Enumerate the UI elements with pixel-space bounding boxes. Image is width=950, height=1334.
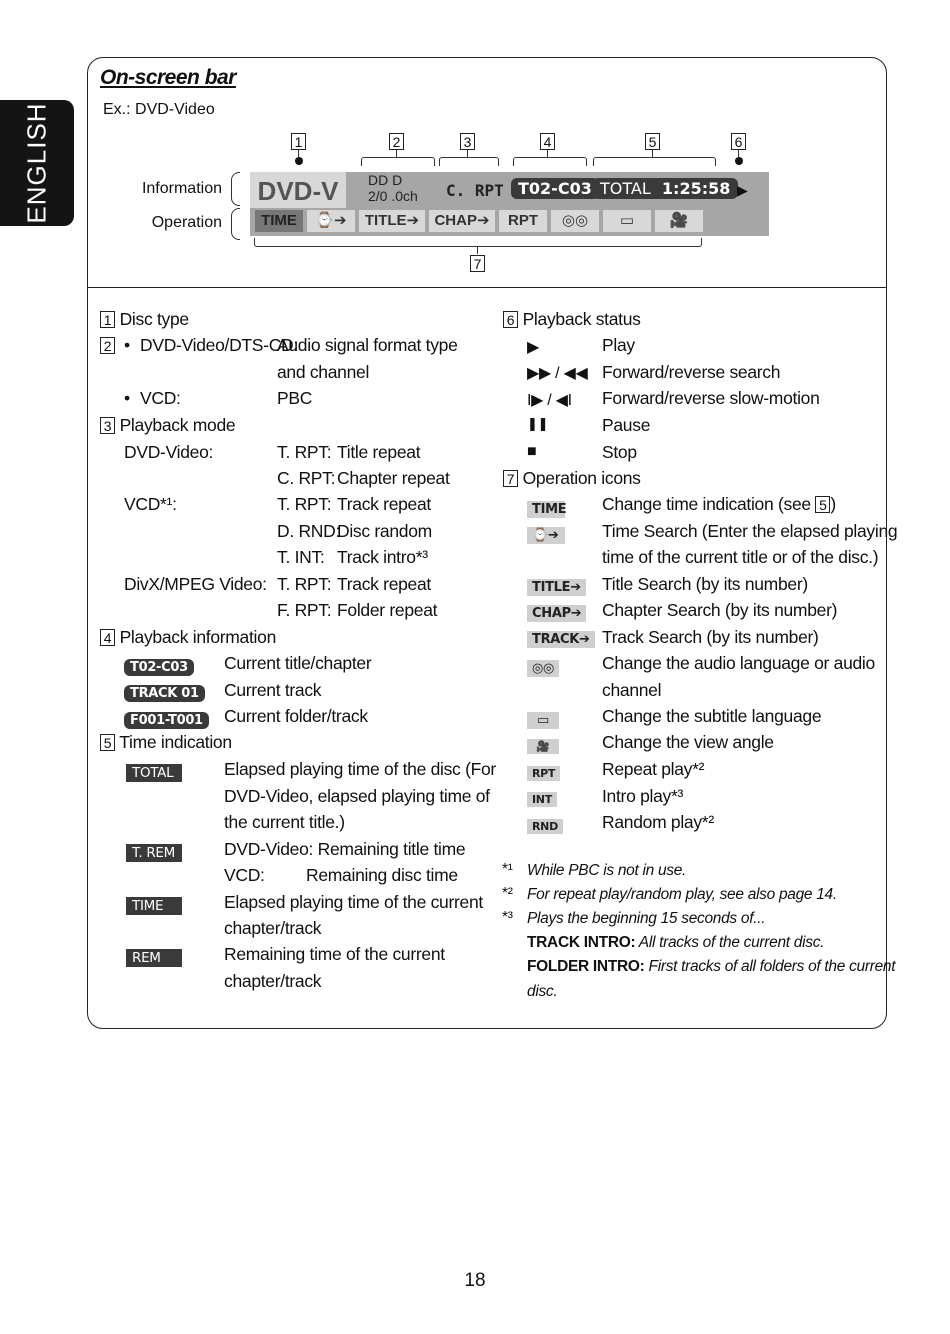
playback-info-heading [100,627,276,648]
op-desc: Change the subtitle language [602,706,822,726]
track-intro-note: TRACK INTRO: All tracks of the current disc. [527,934,825,951]
title-search-button[interactable]: TITLE➔ [359,210,425,232]
playback-status-label: Playback status [522,309,641,329]
callout-3: 3 [460,133,475,150]
time-button[interactable]: TIME [255,210,303,232]
num-7: 7 [503,470,518,487]
vcd-label: VCD: [140,388,181,408]
track-search-badge: TRACK➔ [527,627,595,648]
time-badge: TIME [126,894,182,915]
mode-code: T. INT: [277,547,325,567]
vcd-desc: PBC [277,388,313,408]
callout-dot-1 [295,157,303,165]
info-badge: F001-T001 [124,708,209,729]
operation-label: Operation [151,214,222,231]
audio-format-display [368,172,418,204]
status-desc: Pause [602,415,651,435]
trem-vcd-desc: Remaining disc time [306,865,458,885]
intro-badge: INT [527,787,557,808]
time-op-desc: Change time indication (see 5 ) [602,494,836,514]
playback-status-heading [503,309,641,330]
mode-media: DVD-Video: [124,442,214,462]
note-mark: *¹ [502,861,513,878]
info-badge: TRACK 01 [124,681,205,702]
playback-info-label: Playback information [119,627,277,647]
status-desc: Play [602,335,635,355]
callout-line-6 [738,150,739,158]
callout-dot-6 [735,157,743,165]
information-brace [231,172,240,206]
angle-button[interactable]: 🎥 [655,210,703,232]
page-number: 18 [464,1270,486,1291]
op-desc: Intro play*³ [602,786,684,806]
bracket-5 [593,157,716,166]
play-status-icon: ▶ [737,182,748,198]
disc-type-display: DVD-V [250,172,346,208]
callout-1: 1 [291,133,306,150]
time-search-button[interactable]: ⌚➔ [307,210,355,232]
section-title: On-screen bar [100,66,236,89]
mode-code: D. RND: [277,521,341,541]
disc-type-label: Disc type [119,309,189,329]
mode-media: DivX/MPEG Video: [124,574,267,594]
title-search-badge: TITLE➔ [527,575,586,596]
operation-brace [231,208,240,240]
example-label: Ex.: DVD-Video [103,101,215,118]
subtitle-badge: ▭ [527,708,559,729]
mode-desc: Disc random [337,521,432,541]
operation-icons-heading [503,468,641,489]
mode-desc: Title repeat [337,442,421,462]
time-desc: Elapsed playing time of the current [224,892,483,912]
slow-motion-icon: I▶ / ◀I [527,392,572,409]
op-desc: Change the view angle [602,732,774,752]
num-5: 5 [100,734,115,751]
mode-desc: Folder repeat [337,600,438,620]
total-label: TOTAL [600,179,651,198]
time-display [592,178,738,199]
mode-media: VCD*¹: [124,494,177,514]
status-desc: Forward/reverse search [602,362,781,382]
dvd-desc: Audio signal format type [277,335,458,355]
note-text: While PBC is not in use. [527,862,687,879]
note-text: Plays the beginning 15 seconds of... [527,910,766,927]
title-chapter-display: T02-C03 [511,178,599,199]
callout-4: 4 [540,133,555,150]
bullet: • [124,388,130,408]
section-divider [88,287,886,288]
op-desc: Title Search (by its number) [602,574,808,594]
dvd-desc-2: and channel [277,362,370,382]
angle-badge: 🎥 [527,734,559,755]
ref-5: 5 [815,496,830,513]
dvd-label: DVD-Video/DTS-CD: [140,335,298,355]
op-desc: Chapter Search (by its number) [602,600,838,620]
num-1: 1 [100,311,115,328]
disc-type-heading [100,309,189,330]
op-desc: Repeat play*² [602,759,705,779]
repeat-button[interactable]: RPT [499,210,547,232]
language-label: ENGLISH [21,102,52,224]
search-icon: ▶▶ / ◀◀ [527,365,588,382]
time-search-desc: Time Search (Enter the elapsed playing [602,521,898,541]
rem-desc: Remaining time of the current [224,944,445,964]
mode-desc: Track repeat [337,494,431,514]
trem-badge: T. REM [126,841,182,862]
time-search-desc: time of the current title or of the disc.) [602,547,879,567]
info-badge: T02-C03 [124,655,194,676]
callout-5: 5 [645,133,660,150]
playback-mode-heading [100,415,235,436]
subtitle-button[interactable]: ▭ [603,210,651,232]
random-badge: RND [527,814,563,835]
op-desc: Random play*² [602,812,714,832]
audio-badge: ◎◎ [527,656,559,677]
bullet: • [124,335,130,355]
dolby-logo: DD D [368,172,403,188]
mode-code: T. RPT: [277,494,332,514]
chapter-search-badge: CHAP➔ [527,601,586,622]
playback-mode-label: Playback mode [119,415,236,435]
status-desc: Stop [602,442,637,462]
play-icon: ▶ [527,339,540,356]
info-desc: Current title/chapter [224,653,372,673]
audio-channel: 2/0 .0ch [368,188,418,204]
time-desc: chapter/track [224,918,322,938]
folder-intro-note-cont: disc. [527,983,558,1000]
callout-7: 7 [470,255,485,272]
callout-2: 2 [389,133,404,150]
total-badge: TOTAL [126,761,182,782]
stop-icon: ■ [527,443,537,460]
operation-icons-label: Operation icons [522,468,641,488]
bracket-2 [361,157,435,166]
note-mark: *² [502,885,513,902]
pause-icon: ❚❚ [527,416,549,431]
num-3: 3 [100,417,115,434]
mode-desc: Track intro*³ [337,547,428,567]
rem-desc: chapter/track [224,971,322,991]
time-op-badge: TIME [527,497,565,518]
repeat-badge: RPT [527,761,560,782]
num-4: 4 [100,629,115,646]
audio-desc: channel [602,680,662,700]
trem-desc: DVD-Video: Remaining title time [224,839,466,859]
chapter-search-button[interactable]: CHAP➔ [429,210,495,232]
mode-code: T. RPT: [277,442,332,462]
status-desc: Forward/reverse slow-motion [602,388,820,408]
time-indication-label: Time indication [119,732,232,752]
language-tab [0,100,74,226]
callout-line-1 [298,150,299,158]
note-text: For repeat play/random play, see also page 14. [527,886,837,903]
audio-button[interactable]: ◎◎ [551,210,599,232]
total-desc: the current title.) [224,812,345,832]
note-mark: *³ [502,909,513,926]
audio-desc: Change the audio language or audio [602,653,875,673]
num-6: 6 [503,311,518,328]
mode-desc: Chapter repeat [337,468,450,488]
mode-desc: Track repeat [337,574,431,594]
audio-heading [100,335,115,356]
mode-code: C. RPT: [277,468,336,488]
callout-line-7 [477,246,478,254]
mode-code: F. RPT: [277,600,332,620]
folder-intro-note: FOLDER INTRO: First tracks of all folders of the current [527,958,896,975]
callout-6: 6 [731,133,746,150]
bracket-4 [513,157,587,166]
time-indication-heading [100,732,232,753]
trem-vcd: VCD: [224,865,265,885]
mode-code: T. RPT: [277,574,332,594]
total-desc: DVD-Video, elapsed playing time of [224,786,490,806]
playback-mode-display: C. RPT [446,181,504,200]
rem-badge: REM [126,946,182,967]
total-time: 1:25:58 [661,179,731,198]
bracket-3 [439,157,499,166]
op-desc: Track Search (by its number) [602,627,819,647]
total-desc: Elapsed playing time of the disc (For [224,759,496,779]
onscreen-bar [250,172,769,236]
information-label: Information [141,180,222,197]
info-desc: Current folder/track [224,706,368,726]
time-search-badge: ⌚➔ [527,523,565,544]
num-2: 2 [100,337,115,354]
info-desc: Current track [224,680,322,700]
